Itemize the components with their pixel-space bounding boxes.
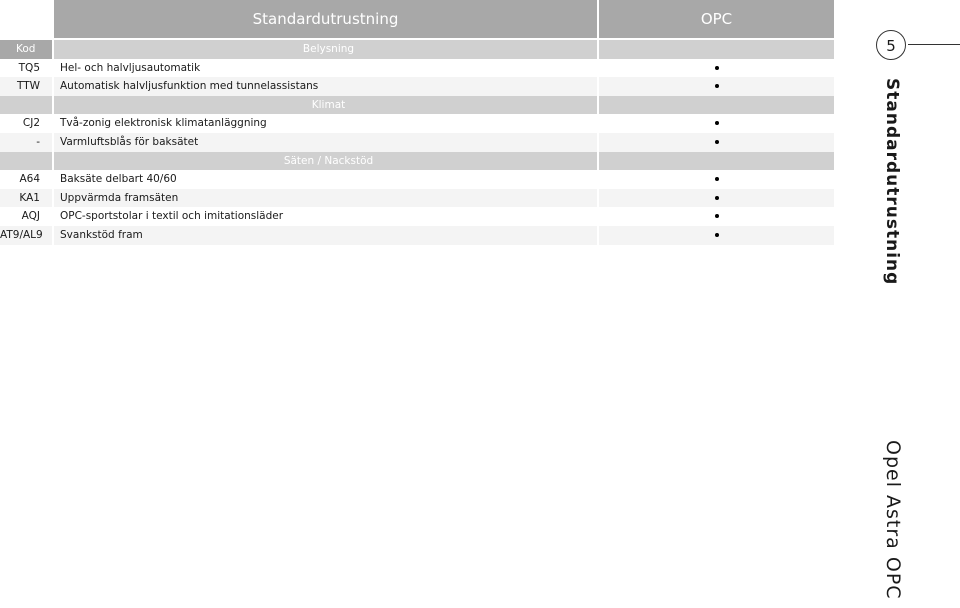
- section-title: Säten / Nackstöd: [54, 152, 597, 171]
- page-number-rule: [908, 44, 960, 45]
- opc-standard-dot: [599, 114, 834, 133]
- table-row: [0, 59, 834, 78]
- row-description: OPC-sportstolar i textil och imitationsläder: [60, 210, 284, 223]
- row-description: Hel- och halvljusautomatik: [60, 61, 201, 74]
- row-code: KA1: [0, 189, 52, 208]
- equipment-table: [0, 0, 834, 245]
- table-row: [0, 189, 834, 208]
- opc-standard-dot: [599, 59, 834, 78]
- table-title: Standardutrustning: [54, 0, 597, 38]
- section-title: Klimat: [54, 96, 597, 115]
- table-row: [0, 207, 834, 226]
- side-margin: [838, 0, 960, 608]
- row-code: TTW: [0, 77, 52, 96]
- opc-standard-dot: [599, 133, 834, 152]
- opc-standard-dot: [599, 170, 834, 189]
- model-name-vertical: Opel Astra OPC: [882, 440, 904, 600]
- table-row: [0, 170, 834, 189]
- opc-standard-dot: [599, 189, 834, 208]
- opc-standard-dot: [599, 226, 834, 245]
- row-code: AQJ: [21, 210, 40, 223]
- row-description: Varmluftsblås för baksätet: [54, 133, 597, 152]
- table-row: [0, 226, 834, 245]
- row-description: Automatisk halvljusfunktion med tunnelassistans: [54, 77, 597, 96]
- row-code: A64: [19, 173, 40, 186]
- chapter-title-vertical: Standardutrustning: [882, 78, 902, 286]
- row-code: AT9/AL9: [0, 226, 52, 245]
- kod-label: Kod: [0, 40, 52, 59]
- section-header-belysning: [0, 40, 834, 59]
- opc-column-header: OPC: [599, 0, 834, 38]
- row-code: -: [0, 133, 52, 152]
- section-header-klimat: [0, 96, 834, 115]
- row-description: Baksäte delbart 40/60: [60, 173, 177, 186]
- section-title: Belysning: [54, 40, 597, 59]
- table-row: [0, 133, 834, 152]
- row-description: Svankstöd fram: [54, 226, 597, 245]
- row-code: TQ5: [18, 61, 40, 74]
- opc-standard-dot: [599, 77, 834, 96]
- opc-standard-dot: [599, 207, 834, 226]
- row-description: Två-zonig elektronisk klimatanläggning: [60, 117, 267, 130]
- row-description: Uppvärmda framsäten: [54, 189, 597, 208]
- table-row: [0, 114, 834, 133]
- page-number: 5: [876, 30, 906, 60]
- table-row: [0, 77, 834, 96]
- row-code: CJ2: [22, 117, 40, 130]
- table-header: [0, 0, 834, 38]
- section-header-saten: [0, 152, 834, 171]
